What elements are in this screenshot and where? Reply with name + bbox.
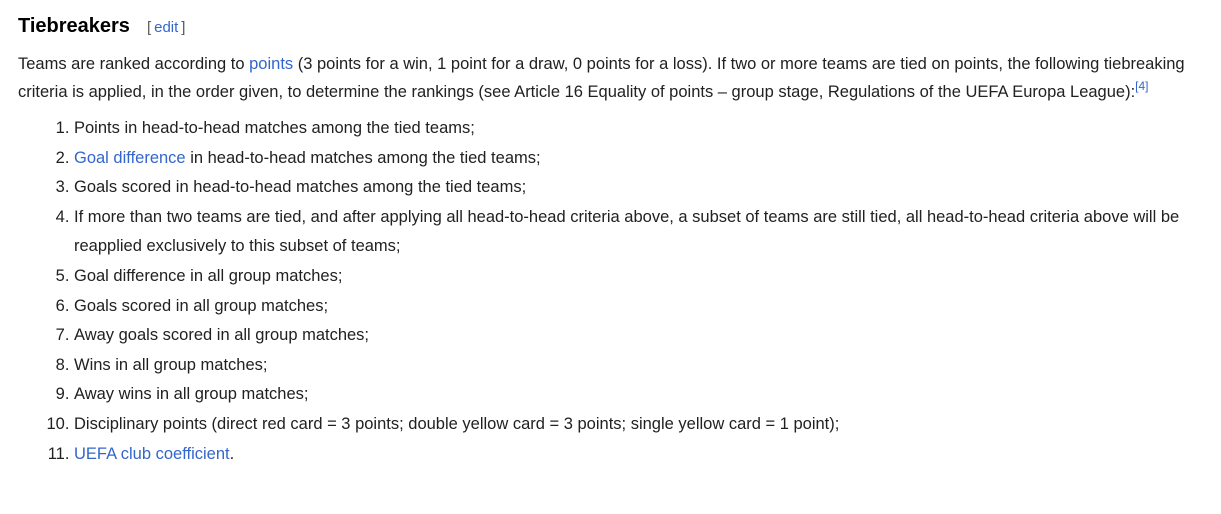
list-item — [74, 203, 1203, 262]
list-item — [74, 114, 1203, 144]
edit-bracket-open: [ — [146, 19, 152, 36]
list-item — [74, 351, 1203, 381]
criterion-text: Points in head-to-head matches among the tied teams; — [74, 119, 475, 137]
list-item — [74, 321, 1203, 351]
criterion-text: Disciplinary points (direct red card = 3 points; double yellow card = 3 points; single yellow card = 1 point); — [74, 414, 840, 433]
list-item — [74, 262, 1203, 292]
criterion-text: . — [229, 444, 235, 463]
criterion-text: Goals scored in all group matches; — [74, 296, 329, 315]
list-item — [74, 410, 1203, 440]
section-heading — [18, 14, 1203, 38]
list-item — [74, 173, 1203, 203]
criterion-text: Wins in all group matches; — [74, 355, 268, 374]
edit-section — [147, 19, 186, 36]
criterion-text: Away goals scored in all group matches; — [74, 326, 370, 345]
intro-text-start: Teams are ranked according to — [18, 55, 250, 73]
criterion-text: If more than two teams are tied, and after applying all head-to-head criteria above, a subset of teams are still tied, all head-to-head criteria above will be reapplied exclusively to this subset of teams; — [74, 207, 1180, 256]
reference-superscript — [1135, 79, 1148, 93]
list-item — [74, 292, 1203, 322]
goal-difference-link[interactable]: Goal difference — [74, 148, 186, 167]
points-link[interactable]: points — [249, 55, 294, 73]
reference-link[interactable]: [4] — [1135, 79, 1149, 93]
criterion-text: Goals scored in head-to-head matches among the tied teams; — [74, 178, 527, 197]
intro-paragraph — [18, 50, 1203, 106]
uefa-club-coefficient-link[interactable]: UEFA club coefficient — [74, 444, 230, 463]
edit-bracket-close: ] — [181, 19, 186, 36]
criterion-text: Away wins in all group matches; — [74, 385, 309, 404]
list-item — [74, 380, 1203, 410]
criterion-text: Goal difference in all group matches; — [74, 266, 343, 285]
tiebreaker-list — [18, 114, 1203, 469]
list-item — [74, 144, 1203, 174]
section-title: Tiebreakers — [18, 15, 130, 37]
edit-link[interactable]: edit — [154, 19, 179, 36]
criterion-text: in head-to-head matches among the tied teams; — [185, 148, 541, 167]
list-item — [74, 440, 1203, 470]
intro-text-rest: (3 points for a win, 1 point for a draw, 0 points for a loss). If two or more teams are tied on points, the following tiebreaking criteria is applied, in the order given, to determine the rankings (see Article 16 Equality of points – group stage, Regulations of the UEFA Europa League): — [18, 55, 1185, 101]
